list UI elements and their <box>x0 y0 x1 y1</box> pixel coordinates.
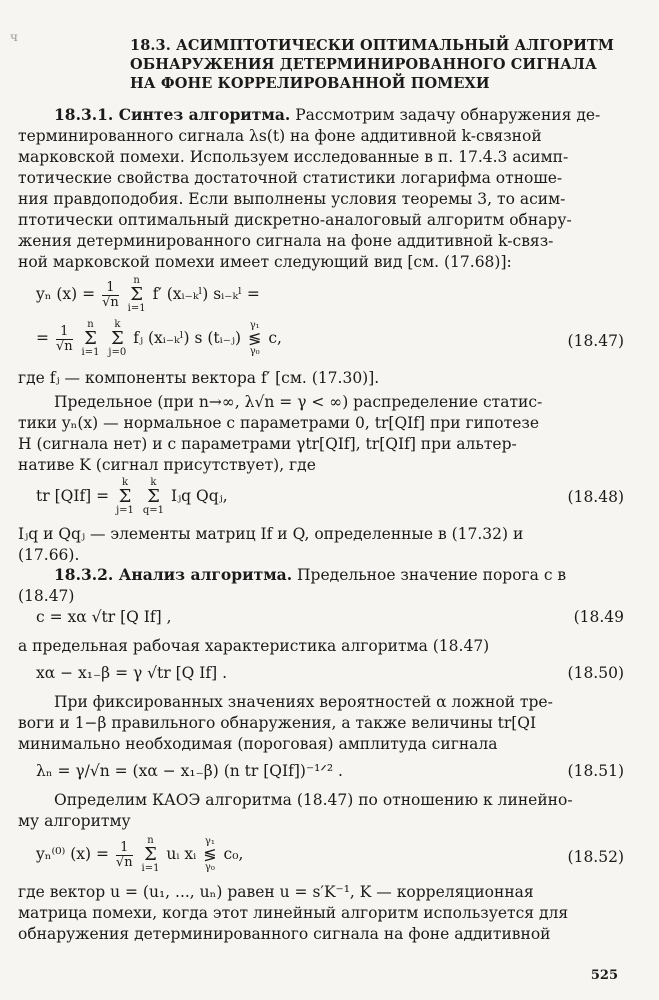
text-line: воги и 1−β правильного обнаружения, а также величины tr[QI <box>18 714 537 732</box>
paragraph-matrix-elements <box>18 524 618 566</box>
sum-symbol: n Σ i=1 <box>141 835 160 874</box>
eq-body: Iⱼq Qqⱼ, <box>170 487 228 505</box>
eq-tail: c, <box>263 329 282 347</box>
text-line: нативе K (сигнал присутствует), где <box>18 456 316 474</box>
text-line: ния правдоподобия. Если выполнены условия теоремы 3, то асим- <box>18 190 566 208</box>
equation-18-51 <box>36 762 624 780</box>
fraction: $\frac{1}{√n}$ <box>102 279 119 310</box>
equation-number: (18.47) <box>567 332 624 350</box>
equation-18-52 <box>36 836 624 874</box>
text-line: тотические свойства достаточной статистики логарифма отноше- <box>18 169 563 187</box>
paragraph-limit-distribution <box>18 392 618 476</box>
equation-number: (18.51) <box>567 762 624 780</box>
paragraph-fixed-probabilities <box>18 692 618 755</box>
text-line: жения детерминированного сигнала на фоне аддитивной k-связ- <box>18 232 554 250</box>
text-line: обнаружения детерминированного сигнала на фоне аддитивной <box>18 925 551 943</box>
text-line: (17.66). <box>18 546 80 564</box>
text-line: а предельная рабочая характеристика алгоритма (18.47) <box>18 637 490 655</box>
equation-number: (18.52) <box>567 848 624 866</box>
text-line: птотически оптимальный дискретно-аналоговый алгоритм обнару- <box>18 211 572 229</box>
eq-body: uᵢ xᵢ <box>166 845 197 863</box>
text-line: При фиксированных значениях вероятностей α ложной тре- <box>54 693 553 711</box>
text-line: Определим КАОЭ алгоритма (18.47) по отношению к линейно- <box>54 791 573 809</box>
eq-lhs: tr [QIf] = <box>36 487 110 505</box>
subsection-heading: 18.3.1. Синтез алгоритма. <box>54 105 291 124</box>
title-line: НА ФОНЕ КОРРЕЛИРОВАННОЙ ПОМЕХИ <box>130 75 490 92</box>
subsection-heading: 18.3.2. Анализ алгоритма. <box>54 565 293 584</box>
equation-18-49 <box>36 608 624 626</box>
text-line: где вектор u = (u₁, ..., uₙ) равен u = s′K⁻¹, K — корреляционная <box>18 883 534 901</box>
text-line: Предельное значение порога c в <box>292 566 567 584</box>
paragraph-synthesis <box>18 104 618 273</box>
text-line: H (сигнала нет) и с параметрами γtr[QIf], tr[QIf] при альтер- <box>18 435 517 453</box>
equation-18-47 <box>36 320 624 358</box>
title-line: ОБНАРУЖЕНИЯ ДЕТЕРМИНИРОВАННОГО СИГНАЛА <box>130 56 597 73</box>
sum-symbol: n Σ i=1 <box>127 275 146 314</box>
section-title <box>130 36 615 93</box>
sum-symbol: k Σ j=1 <box>116 477 134 516</box>
page-number: 525 <box>590 968 618 983</box>
threshold-compare: γ₁ ≶ γ₀ <box>247 320 262 357</box>
eq-prefix: = <box>36 329 49 347</box>
equation-number: (18.49 <box>573 608 624 626</box>
sum-symbol: n Σ i=1 <box>81 319 100 358</box>
text-line: где fⱼ — компоненты вектора f′ [см. (17.30)]. <box>18 369 380 387</box>
equation-number: (18.50) <box>567 664 624 682</box>
paragraph-vector-u <box>18 882 618 945</box>
equation-number: (18.48) <box>567 488 624 506</box>
text-line: тики yₙ(x) — нормальное с параметрами 0, tr[QIf] при гипотезе <box>18 414 539 432</box>
text-line: Рассмотрим задачу обнаружения де- <box>290 106 601 124</box>
eq-tail: c₀, <box>218 845 244 863</box>
text-line: му алгоритму <box>18 812 131 830</box>
text-line: минимально необходимая (пороговая) амплитуда сигнала <box>18 735 498 753</box>
margin-mark: ч <box>10 30 18 44</box>
eq-lhs: yₙ⁽⁰⁾ (x) = <box>36 845 109 863</box>
sum-symbol: k Σ j=0 <box>108 319 127 358</box>
eq-body: f′ (xᵢ₋ₖˡ) sᵢ₋ₖˡ = <box>152 285 260 303</box>
text-line: матрица помехи, когда этот линейный алгоритм используется для <box>18 904 569 922</box>
sum-symbol: k Σ q=1 <box>142 477 165 516</box>
text-line: ной марковской помехи имеет следующий вид [см. (17.68)]: <box>18 253 512 271</box>
paragraph-characteristic <box>18 636 618 657</box>
text-line: Предельное (при n→∞, λ√n = γ < ∞) распределение статис- <box>54 393 543 411</box>
fraction: $\frac{1}{√n}$ <box>55 323 73 354</box>
paragraph-kaoe <box>18 790 618 832</box>
title-line: 18.3. АСИМПТОТИЧЕСКИ ОПТИМАЛЬНЫЙ АЛГОРИТМ <box>130 37 615 54</box>
equation-18-48 <box>36 478 624 516</box>
paragraph-components <box>18 368 618 389</box>
eq-body: c = xα √tr [Q If] , <box>36 608 172 626</box>
eq-body: λₙ = γ/√n = (xα − x₁₋β) (n tr [QIf])⁻¹ᐟ² . <box>36 762 343 780</box>
book-page <box>18 0 628 1000</box>
text-line: терминированного сигнала λs(t) на фоне аддитивной k-связной <box>18 127 542 145</box>
equation-18-50 <box>36 664 624 682</box>
eq-lhs: yₙ (x) = <box>36 285 96 303</box>
paragraph-analysis <box>18 564 618 607</box>
text-line: Iⱼq и Qqⱼ — элементы матриц If и Q, определенные в (17.32) и <box>18 525 524 543</box>
fraction: $\frac{1}{√n}$ <box>115 839 133 870</box>
text-line: (18.47) <box>18 587 75 605</box>
eq-body: fⱼ (xᵢ₋ₖˡ) s (tᵢ₋ⱼ) <box>133 329 242 347</box>
threshold-compare: γ₁ ≶ γ₀ <box>203 836 217 873</box>
text-line: марковской помехи. Используем исследованные в п. 17.4.3 асимп- <box>18 148 569 166</box>
eq-body: xα − x₁₋β = γ √tr [Q If] . <box>36 664 228 682</box>
equation-yn <box>36 276 260 314</box>
